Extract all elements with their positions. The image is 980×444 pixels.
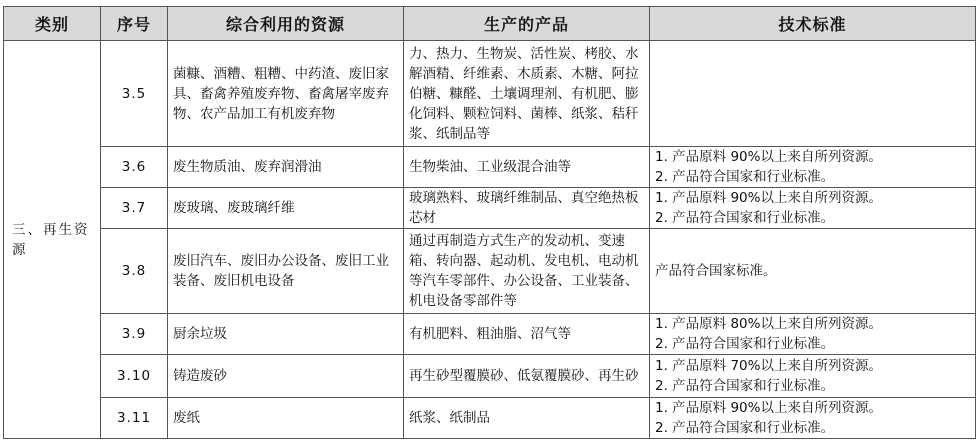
resource-cell: [168, 229, 404, 314]
row-number: 3.8: [101, 229, 168, 314]
products-cell: [404, 229, 650, 314]
products-cell: [404, 188, 650, 229]
table-row: [4, 314, 976, 355]
standard-line: 2. 产品符合国家和行业标准。: [655, 169, 835, 185]
table-row: [4, 229, 976, 314]
standard-line: 产品符合国家标准。: [655, 263, 777, 279]
products-text: 生物柴油、工业级混合油等: [409, 159, 571, 175]
standards-cell: [650, 41, 976, 147]
table-row: [4, 188, 976, 229]
standards-cell: [650, 229, 976, 314]
resource-cell: [168, 147, 404, 188]
products-text: 纸浆、纸制品: [409, 410, 490, 426]
standard-line: 1. 产品原料 90%以上来自所列资源。: [655, 190, 882, 206]
resource-cell: [168, 355, 404, 398]
products-cell: [404, 355, 650, 398]
table-header: [4, 7, 976, 41]
header-category: 类别: [4, 7, 101, 41]
standard-line: 2. 产品符合国家和行业标准。: [655, 378, 835, 394]
row-number: 3.6: [101, 147, 168, 188]
products-text: 力、热力、生物炭、活性炭、栲胶、水解酒精、纤维素、木质素、木糖、阿拉伯糖、糠醛、土壤调理剂、有机肥、膨化饲料、颗粒饲料、菌棒、纸浆、秸秆浆、纸制品等: [409, 45, 639, 142]
row-number: 3.10: [101, 355, 168, 398]
resource-table: [3, 6, 976, 439]
standards-cell: [650, 314, 976, 355]
resource-cell: [168, 314, 404, 355]
table-row: [4, 398, 976, 439]
products-text: 通过再制造方式生产的发动机、变速箱、转向器、起动机、发电机、电动机等汽车零部件、办公设备、工业装备、机电设备零部件等: [409, 233, 639, 309]
standards-cell: [650, 398, 976, 439]
resource-cell: [168, 41, 404, 147]
standard-line: 2. 产品符合国家和行业标准。: [655, 210, 835, 226]
table-body: [4, 41, 976, 439]
resource-text: 铸造废砂: [173, 368, 227, 384]
standard-line: 2. 产品符合国家和行业标准。: [655, 420, 835, 436]
standard-line: 2. 产品符合国家和行业标准。: [655, 336, 835, 352]
products-text: 玻璃熟料、玻璃纤维制品、真空绝热板芯材: [409, 190, 639, 226]
category-cell: [4, 41, 101, 439]
header-number: 序号: [101, 7, 168, 41]
resource-text: 厨余垃圾: [173, 326, 227, 342]
products-cell: [404, 147, 650, 188]
category-label: 三、再生资源: [12, 221, 90, 258]
standards-cell: [650, 355, 976, 398]
resource-cell: [168, 188, 404, 229]
standard-line: 1. 产品原料 80%以上来自所列资源。: [655, 316, 882, 332]
products-text: 有机肥料、粗油脂、沼气等: [409, 326, 571, 342]
table-row: [4, 41, 976, 147]
standards-cell: [650, 147, 976, 188]
resource-text: 废旧汽车、废旧办公设备、废旧工业装备、废旧机电设备: [173, 253, 389, 289]
row-number: 3.11: [101, 398, 168, 439]
standard-line: 1. 产品原料 90%以上来自所列资源。: [655, 149, 882, 165]
standard-line: 1. 产品原料 90%以上来自所列资源。: [655, 400, 882, 416]
resource-text: 菌糠、酒糟、粗糟、中药渣、废旧家具、畜禽养殖废弃物、畜禽屠宰废弃物、农产品加工有机废弃物: [173, 65, 389, 122]
resource-text: 废玻璃、废玻璃纤维: [173, 200, 295, 216]
table-row: [4, 355, 976, 398]
products-cell: [404, 398, 650, 439]
resource-text: 废纸: [173, 410, 200, 426]
header-standards: 技术标准: [650, 7, 976, 41]
row-number: 3.7: [101, 188, 168, 229]
standard-line: 1. 产品原料 70%以上来自所列资源。: [655, 358, 882, 374]
resource-cell: [168, 398, 404, 439]
row-number: 3.9: [101, 314, 168, 355]
table-row: [4, 147, 976, 188]
products-cell: [404, 314, 650, 355]
header-row: [4, 7, 976, 41]
resource-text: 废生物质油、废弃润滑油: [173, 159, 322, 175]
products-text: 再生砂型覆膜砂、低氨覆膜砂、再生砂: [409, 368, 639, 384]
products-cell: [404, 41, 650, 147]
standards-cell: [650, 188, 976, 229]
header-products: 生产的产品: [404, 7, 650, 41]
row-number: 3.5: [101, 41, 168, 147]
header-resource: 综合利用的资源: [168, 7, 404, 41]
